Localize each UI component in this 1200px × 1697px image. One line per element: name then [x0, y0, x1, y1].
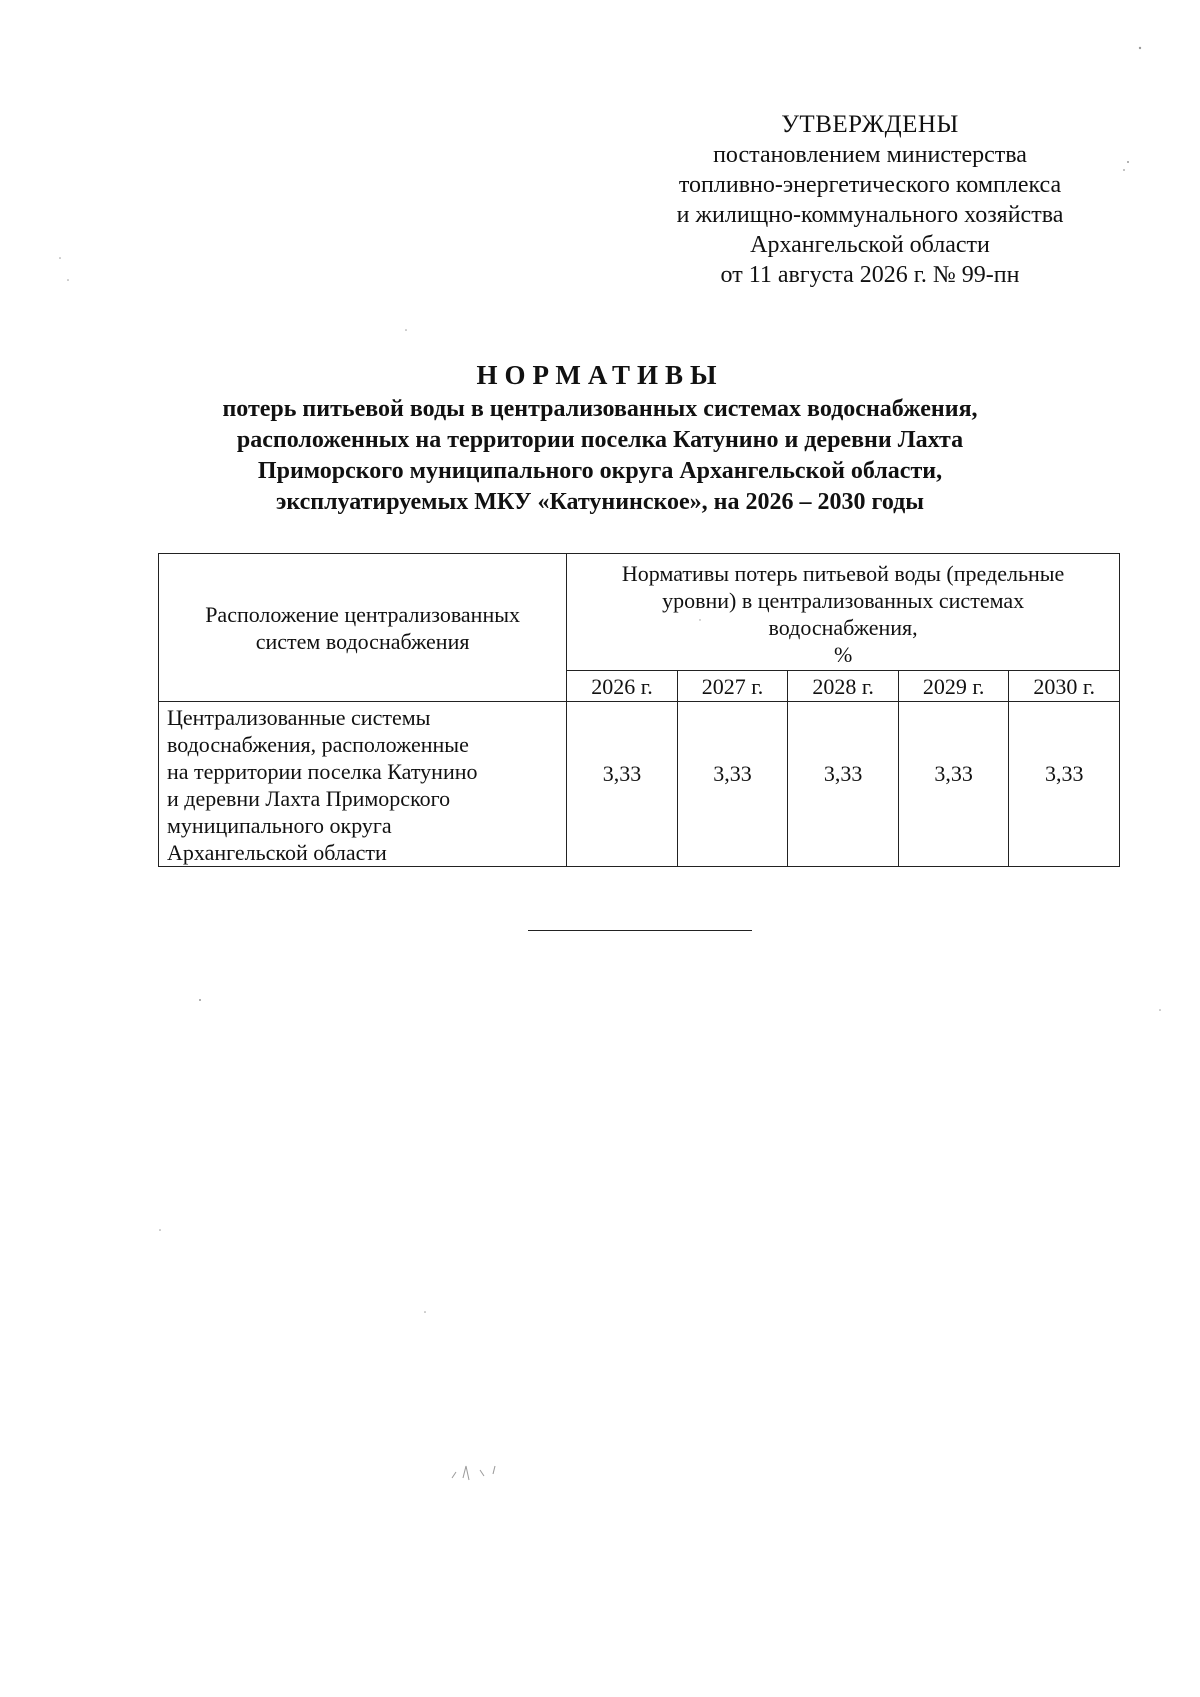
table-header-row — [159, 554, 1120, 671]
value-cell-2029: 3,33 — [898, 702, 1009, 867]
table-row — [159, 702, 1120, 867]
norms-header-text: Нормативы потерь питьевой воды (предельные уровни) в централизованных системах водоснабжения, — [621, 561, 1065, 640]
year-header-2028: 2028 г. — [788, 671, 899, 702]
location-line: на территории поселка Катунино — [167, 759, 478, 784]
title-subtitle: потерь питьевой воды в централизованных системах водоснабжения, расположенных на территории поселка Катунино и деревни Лахта Приморского муниципального округа Архангельской области, эксплуатируемых МКУ «Катунинское», на 2026 – 2030 годы — [222, 396, 978, 515]
approval-block — [620, 110, 1120, 290]
location-header-text: Расположение централизованных систем водоснабжения — [205, 601, 521, 654]
location-column-header — [159, 554, 567, 702]
value-cell-2027: 3,33 — [677, 702, 788, 867]
year-header-2029: 2029 г. — [898, 671, 1009, 702]
value-cell-2026: 3,33 — [567, 702, 678, 867]
location-line: водоснабжения, расположенные — [167, 732, 469, 757]
approval-line: и жилищно-коммунального хозяйства — [676, 202, 1064, 228]
title-main: НОРМАТИВЫ — [476, 360, 724, 390]
value-cell-2028: 3,33 — [788, 702, 899, 867]
location-cell — [159, 702, 567, 867]
location-line: и деревни Лахта Приморского — [167, 786, 451, 811]
approval-line: постановлением министерства — [713, 142, 1027, 168]
location-line: Централизованные системы — [167, 705, 431, 730]
approval-heading: УТВЕРЖДЕНЫ — [781, 111, 959, 138]
document-title — [150, 358, 1050, 518]
norms-column-header — [567, 554, 1120, 671]
closing-rule — [528, 930, 752, 931]
value-cell-2030: 3,33 — [1009, 702, 1120, 867]
year-header-2030: 2030 г. — [1009, 671, 1120, 702]
approval-line: топливно-энергетического комплекса — [678, 172, 1062, 198]
norms-table — [158, 553, 1120, 867]
location-line: муниципального округа — [167, 813, 392, 838]
year-header-2026: 2026 г. — [567, 671, 678, 702]
approval-line: Архангельской области — [750, 232, 990, 258]
scan-scratches — [452, 1466, 495, 1480]
approval-date-line: от 11 августа 2026 г. № 99-пн — [720, 262, 1020, 288]
year-header-2027: 2027 г. — [677, 671, 788, 702]
norms-unit: % — [833, 642, 853, 667]
location-line: Архангельской области — [167, 840, 387, 865]
